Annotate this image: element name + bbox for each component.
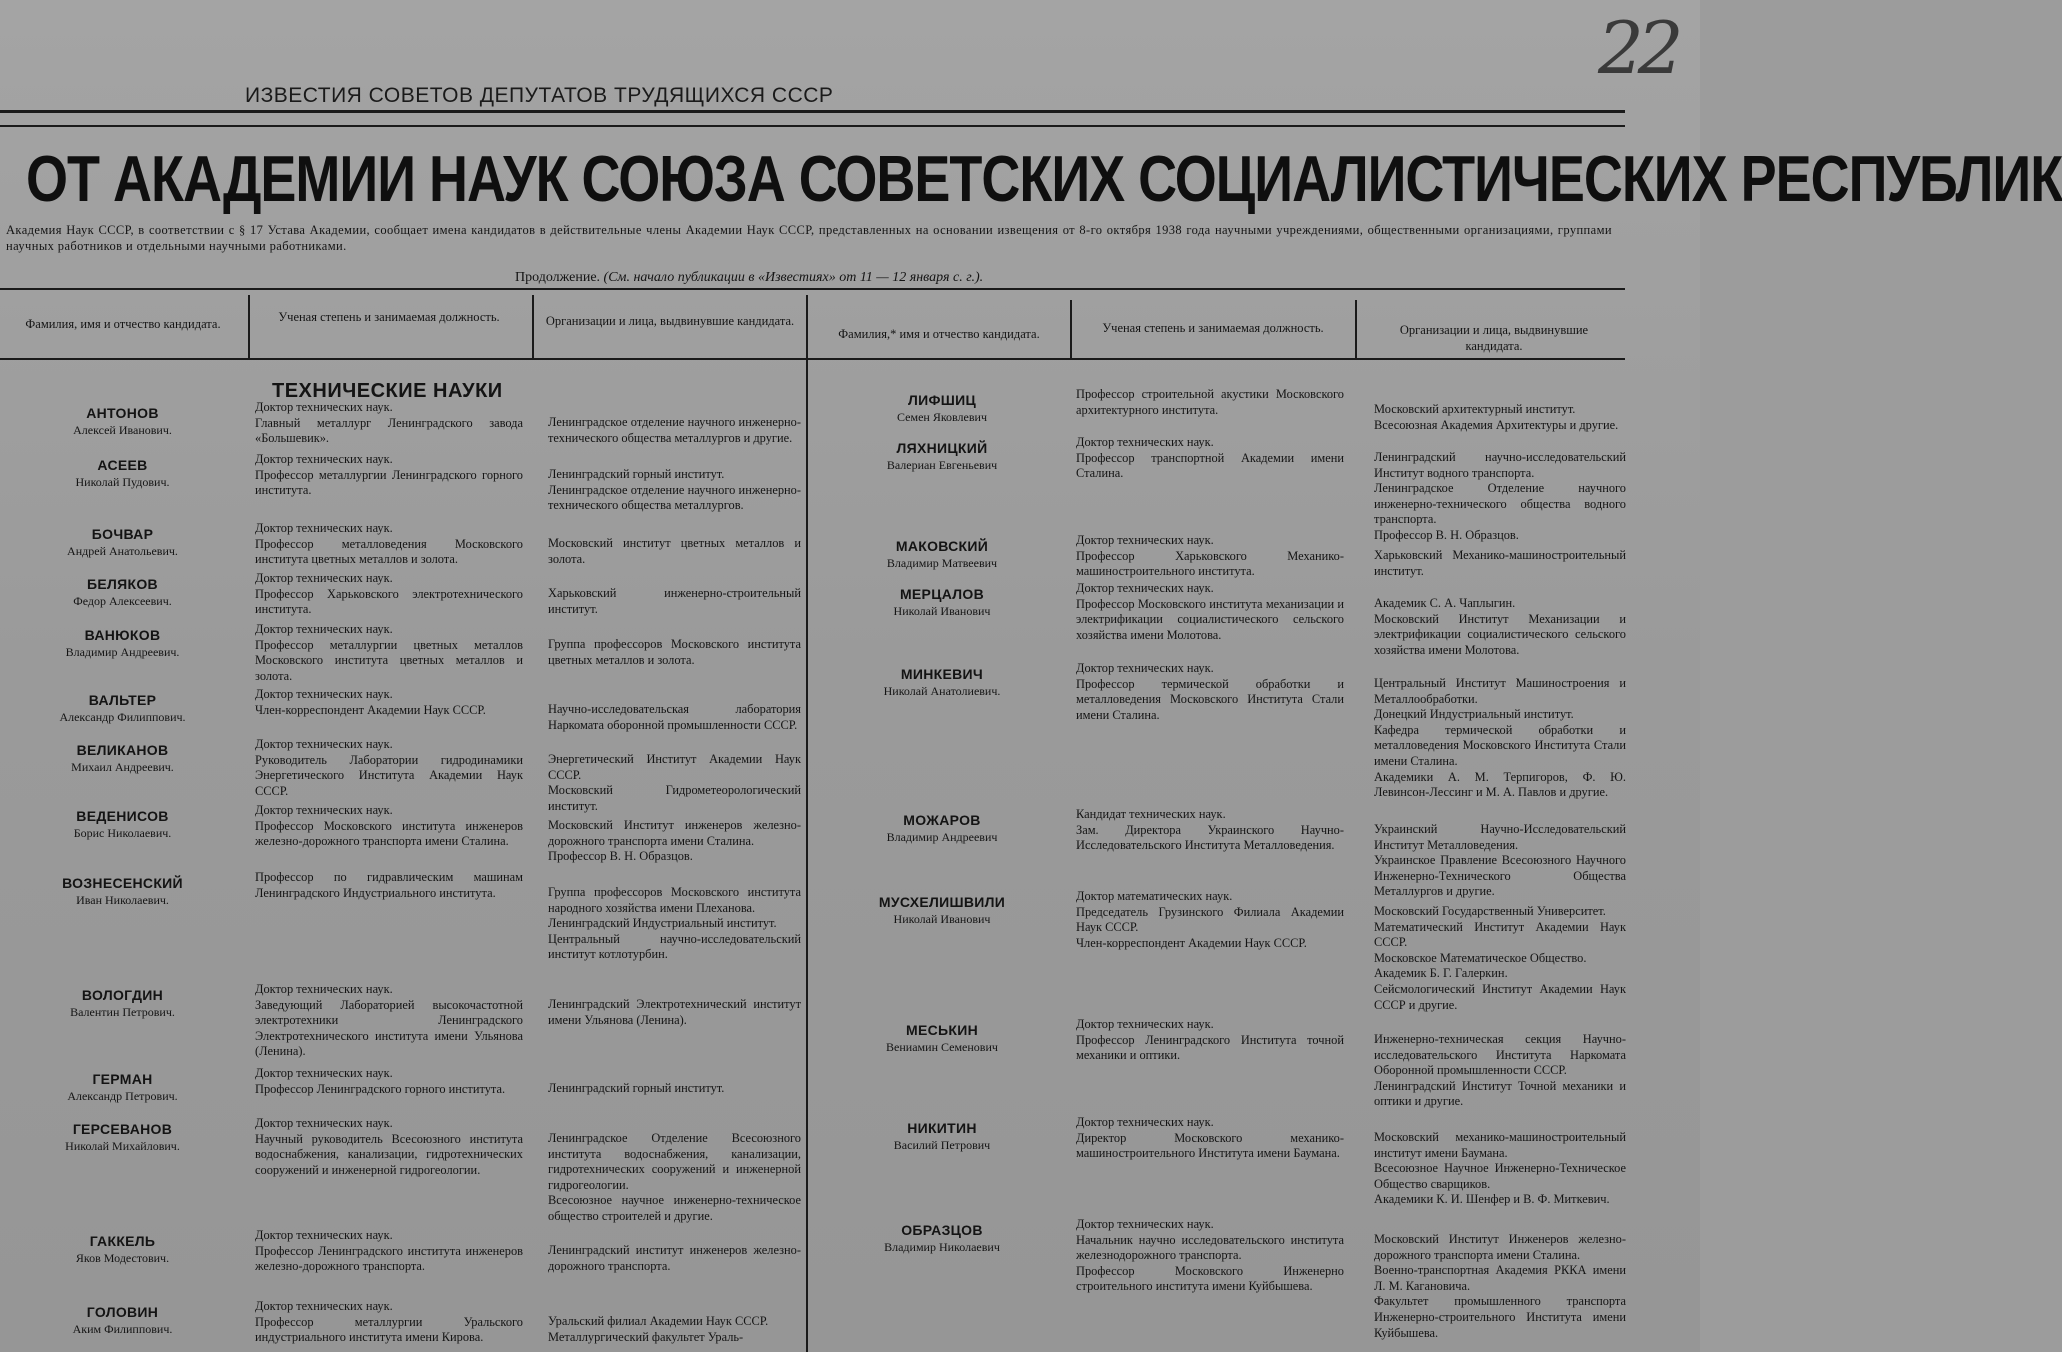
degree-line: Доктор технических наук. (255, 1116, 393, 1130)
degree-line: Профессор по гидравлическим машинам Ленинградского Индустриального института. (255, 870, 523, 900)
candidate-degree (255, 521, 523, 568)
nominator-line: Ленинградское Отделение научного инженерно-технического общества водного транспорта. (1374, 481, 1626, 527)
candidate-nominators (1374, 1032, 1626, 1110)
candidate-degree (1076, 533, 1344, 580)
candidate-nominators (548, 586, 801, 617)
candidate-name (0, 526, 245, 560)
candidate-nominators (1374, 596, 1626, 658)
candidate-surname: ВЕДЕНИСОВ (76, 808, 169, 824)
candidate-name (0, 808, 245, 842)
candidate-surname: МИНКЕВИЧ (900, 666, 984, 682)
degree-line: Главный металлург Ленинградского завода «Большевик». (255, 415, 523, 446)
candidate-given-names: Владимир Андреевич. (65, 645, 180, 659)
header-orgs: Организации и лица, выдвинувшие кандидата. (545, 314, 795, 328)
candidate-surname: МЕРЦАЛОВ (899, 586, 985, 602)
nominator-line: Группа профессоров Московского института цветных металлов и золота. (548, 637, 801, 667)
candidate-nominators (548, 467, 801, 514)
degree-line: Профессор Ленинградского института инженеров железно-дорожного транспорта. (255, 1243, 523, 1274)
degree-line: Доктор технических наук. (255, 521, 393, 535)
candidate-degree (1076, 581, 1344, 643)
candidate-surname: ОБРАЗЦОВ (901, 1222, 983, 1238)
degree-line: Доктор технических наук. (255, 1299, 393, 1313)
candidate-surname: ГАККЕЛЬ (89, 1233, 156, 1249)
candidate-nominators (548, 1314, 801, 1345)
candidate-name (0, 1304, 245, 1338)
nominator-line: Научно-исследовательская лаборатория Наркомата оборонной промышленности СССР. (548, 702, 801, 732)
candidate-given-names: Аким Филиппович. (72, 1322, 173, 1336)
degree-line: Заведующий Лабораторией высокочастотной электротехники Ленинградского Электротехнического института имени Ульянова (Ленина). (255, 997, 523, 1059)
candidate-degree (1076, 889, 1344, 951)
candidate-name (0, 576, 245, 610)
candidate-surname: ВАЛЬТЕР (88, 692, 157, 708)
nominator-line: Группа профессоров Московского института народного хозяйства имени Плеханова. (548, 885, 801, 915)
candidate-name (818, 894, 1066, 928)
candidate-surname: ГЕРМАН (92, 1071, 153, 1087)
candidate-name (818, 812, 1066, 846)
candidate-nominators (1374, 402, 1626, 433)
nominator-line: Ленинградский Индустриальный институт. (548, 916, 777, 931)
degree-line: Профессор Харьковского электротехнического института. (255, 586, 523, 617)
degree-line: Профессор металлургии Ленинградского горного института. (255, 467, 523, 498)
header-degree: Ученая степень и занимаемая должность. (278, 310, 500, 324)
candidate-surname: МЕСЬКИН (906, 1022, 978, 1038)
degree-line: Доктор технических наук. (1076, 1017, 1214, 1031)
candidate-surname: ЛИФШИЦ (908, 392, 976, 408)
candidate-degree (255, 687, 523, 718)
degree-line: Доктор технических наук. (1076, 581, 1214, 595)
degree-line: Член-корреспондент Академии Наук СССР. (255, 702, 486, 717)
candidate-degree (1076, 807, 1344, 854)
candidate-surname: МАКОВСКИЙ (895, 538, 989, 554)
degree-line: Кандидат технических наук. (1076, 807, 1226, 821)
nominator-line: Ленинградский горный институт. (548, 467, 725, 481)
nominator-line: Профессор В. Н. Образцов. (1374, 527, 1519, 542)
candidate-nominators (548, 818, 801, 865)
candidate-nominators (1374, 1130, 1626, 1208)
candidate-nominators (548, 885, 801, 963)
nominator-line: Ленинградский Институт Точной механики и оптики и другие. (1374, 1078, 1626, 1109)
candidate-given-names: Александр Филиппович. (59, 710, 186, 724)
candidate-given-names: Николай Михайлович. (65, 1139, 180, 1153)
candidate-surname: ГОЛОВИН (86, 1304, 159, 1320)
nominator-line: Всесоюзное Научное Инженерно-Техническое Общество сварщиков. (1374, 1161, 1626, 1191)
nominator-line: Центральный Институт Машиностроения и Металлообработки. (1374, 676, 1626, 706)
candidate-surname: ВОЛОГДИН (81, 987, 164, 1003)
candidate-given-names: Валериан Евгеньевич (886, 458, 998, 472)
degree-line: Доктор технических наук. (255, 400, 393, 414)
degree-line: Профессор Ленинградского горного института. (255, 1081, 506, 1096)
candidate-surname: ЛЯХНИЦКИЙ (896, 440, 988, 456)
candidate-name (0, 875, 245, 909)
nominator-line: Ленинградское Отделение Всесоюзного института водоснабжения, канализации, гидротехнических сооружений и инженерной гидрогеологии. (548, 1131, 801, 1192)
candidate-surname: МУСХЕЛИШВИЛИ (878, 894, 1006, 910)
candidate-degree (255, 1299, 523, 1346)
candidate-nominators (548, 637, 801, 668)
candidate-degree (255, 1228, 523, 1275)
candidate-surname: МОЖАРОВ (903, 812, 981, 828)
degree-line: Начальник научно исследовательского института железнодорожного транспорта. (1076, 1232, 1344, 1263)
right-divider-2 (1355, 300, 1357, 358)
nominator-line: Ленинградский Электротехнический институт имени Ульянова (Ленина). (548, 997, 801, 1027)
degree-line: Профессор термической обработки и металловедения Московского Института Стали имени Сталина. (1076, 676, 1344, 722)
nominator-line: Сейсмологический Институт Академии Наук СССР и другие. (1374, 981, 1626, 1012)
candidate-nominators (1374, 548, 1626, 579)
nominator-line: Московское Математическое Общество. (1374, 950, 1587, 965)
nominator-line: Инженерно-техническая секция Научно-исследовательского Института Наркомата Оборонной промышленности СССР. (1374, 1032, 1626, 1078)
candidate-name (0, 627, 245, 661)
candidate-name (0, 1233, 245, 1267)
degree-line: Доктор технических наук. (255, 687, 393, 701)
candidate-given-names: Валентин Петрович. (70, 1005, 175, 1019)
nominator-line: Ленинградский научно-исследовательский Институт водного транспорта. (1374, 450, 1626, 480)
degree-line: Профессор Московского Инженерно строительного института имени Куйбышева. (1076, 1263, 1344, 1294)
nominator-line: Московский Государственный Университет. (1374, 904, 1606, 918)
candidate-name (818, 666, 1066, 700)
nominator-line: Московский механико-машиностроительный институт имени Баумана. (1374, 1130, 1626, 1160)
candidate-nominators (548, 752, 801, 814)
degree-line: Профессор металлургии Уральского индустриального института имени Кирова. (255, 1314, 523, 1345)
candidate-degree (1076, 435, 1344, 482)
nominator-line: Московский институт цветных металлов и золота. (548, 536, 801, 566)
table-top-rule (0, 288, 1625, 290)
nominator-line: Украинский Научно-Исследовательский Институт Металловедения. (1374, 822, 1626, 852)
nominator-line: Академики А. М. Терпигоров, Ф. Ю. Левинсон-Лессинг и М. А. Павлов и другие. (1374, 769, 1626, 800)
nominator-line: Харьковский инженерно-строительный институт. (548, 586, 801, 616)
degree-line: Доктор технических наук. (255, 452, 393, 466)
candidate-nominators (548, 997, 801, 1028)
degree-line: Доктор технических наук. (255, 803, 393, 817)
candidate-given-names: Андрей Анатольевич. (67, 544, 178, 558)
nominator-line: Московский Институт инженеров железно-дорожного транспорта имени Сталина. (548, 818, 801, 848)
candidate-surname: БОЧВАР (91, 526, 154, 542)
degree-line: Профессор Харьковского Механико-машиностроительного института. (1076, 548, 1344, 579)
right-divider-1 (1070, 300, 1072, 358)
candidate-name (818, 1022, 1066, 1056)
candidate-surname: АНТОНОВ (86, 405, 159, 421)
nominator-line: Ленинградское отделение научного инженерно-технического общества металлургов и другие. (548, 415, 801, 445)
header-degree-right: Ученая степень и занимаемая должность. (1102, 321, 1324, 335)
candidate-name (0, 405, 245, 439)
nominator-line: Энергетический Институт Академии Наук СССР. (548, 752, 801, 782)
degree-line: Профессор строительной акустики Московского архитектурного института. (1076, 387, 1344, 417)
candidate-degree (1076, 387, 1344, 418)
degree-line: Профессор металловедения Московского института цветных металлов и золота. (255, 536, 523, 567)
candidate-nominators (548, 1081, 801, 1097)
degree-line: Доктор технических наук. (255, 1228, 393, 1242)
candidate-given-names: Владимир Николаевич (884, 1240, 1000, 1254)
nominator-line: Московский Институт Механизации и электрификации социалистического сельского хозяйства имени Молотова. (1374, 611, 1626, 657)
candidate-name (818, 586, 1066, 620)
nominator-line: Военно-транспортная Академия РККА имени Л. М. Кагановича. (1374, 1263, 1626, 1293)
nominator-line: Московский Гидрометеорологический институт. (548, 783, 801, 813)
degree-line: Профессор Московского института механизации и электрификации социалистического сельского хозяйства имени Молотова. (1076, 596, 1344, 642)
degree-line: Председатель Грузинского Филиала Академии Наук СССР. (1076, 904, 1344, 935)
candidate-nominators (548, 1131, 801, 1225)
candidate-given-names: Николай Иванович (893, 604, 991, 618)
candidate-given-names: Федор Алексеевич. (73, 594, 172, 608)
table-header-rule (0, 358, 1625, 360)
continued-text: (См. начало публикации в «Известиях» от 11 — 12 января с. г.). (603, 270, 984, 285)
degree-line: Доктор технических наук. (1076, 661, 1214, 675)
candidate-degree (1076, 1115, 1344, 1162)
header-name: Фамилия, имя и отчество кандидата. (25, 317, 221, 331)
candidate-nominators (548, 1243, 801, 1274)
degree-line: Профессор Ленинградского Института точной механики и оптики. (1076, 1032, 1344, 1063)
nominator-line: Ленинградское отделение научного инженерно-технического общества металлургов. (548, 482, 801, 513)
nominator-line: Ленинградский горный институт. (548, 1081, 725, 1095)
degree-line: Профессор металлургии цветных металлов Московского института цветных металлов и золота. (255, 637, 523, 683)
candidate-given-names: Иван Николаевич. (76, 893, 169, 907)
candidate-degree (255, 870, 523, 901)
candidate-surname: НИКИТИН (907, 1120, 977, 1136)
candidate-surname: ВЕЛИКАНОВ (76, 742, 169, 758)
candidate-degree (255, 803, 523, 850)
candidate-given-names: Вениамин Семенович (886, 1040, 998, 1054)
degree-line: Научный руководитель Всесоюзного института водоснабжения, канализации, гидротехнических сооружений и инженерной гидрогеологии. (255, 1131, 523, 1177)
candidate-nominators (548, 536, 801, 567)
nominator-line: Уральский филиал Академии Наук СССР. (548, 1314, 769, 1328)
continued-note (515, 270, 983, 286)
candidate-name (818, 440, 1066, 474)
candidate-name (0, 1121, 245, 1155)
nominator-line: Московский архитектурный институт. (1374, 402, 1576, 416)
degree-line: Руководитель Лаборатории гидродинамики Энергетического Института Академии Наук СССР. (255, 752, 523, 798)
nominator-line: Донецкий Индустриальный институт. (1374, 707, 1574, 722)
continued-label: Продолжение. (515, 270, 601, 285)
candidate-given-names: Александр Петрович. (67, 1089, 178, 1103)
candidate-degree (255, 571, 523, 618)
degree-line: Доктор математических наук. (1076, 889, 1233, 903)
nominator-line: Центральный научно-исследовательский институт котлотурбин. (548, 931, 801, 962)
nominator-line: Металлургический факультет Ураль- (548, 1329, 744, 1344)
nominator-line: Московский Институт Инженеров железно-дорожного транспорта имени Сталина. (1374, 1232, 1626, 1262)
candidate-degree (255, 737, 523, 799)
candidate-given-names: Семен Яковлевич (897, 410, 987, 424)
candidate-surname: АСЕЕВ (97, 457, 148, 473)
nominator-line: Украинское Правление Всесоюзного Научного Инженерно-Технического Общества Металлургов и другие. (1374, 853, 1626, 899)
handwritten-page-number: 22 (1598, 6, 1678, 90)
candidate-surname: ГЕРСЕВАНОВ (72, 1121, 173, 1137)
degree-line: Доктор технических наук. (1076, 1115, 1214, 1129)
nominator-line: Факультет промышленного транспорта Инженерно-строительного Института имени Куйбышева. (1374, 1294, 1626, 1340)
degree-line: Профессор Московского института инженеров железно-дорожного транспорта имени Сталина. (255, 818, 523, 849)
nominator-line: Всесоюзное научное инженерно-техническое общество строителей и другие. (548, 1193, 801, 1223)
nominator-line: Кафедра термической обработки и металловедения Московского Института Стали имени Сталина. (1374, 722, 1626, 768)
masthead: ИЗВЕСТИЯ СОВЕТОВ ДЕПУТАТОВ ТРУДЯЩИХСЯ СССР (245, 84, 834, 107)
degree-line: Доктор технических наук. (1076, 533, 1214, 547)
left-divider-1 (248, 295, 250, 358)
degree-line: Доктор технических наук. (255, 737, 393, 751)
degree-line: Доктор технических наук. (255, 982, 393, 996)
candidate-given-names: Михаил Андреевич. (71, 760, 174, 774)
section-title: ТЕХНИЧЕСКИЕ НАУКИ (272, 380, 503, 402)
candidate-degree (255, 622, 523, 684)
masthead-rule (0, 110, 1625, 113)
candidate-nominators (1374, 904, 1626, 1013)
nominator-line: Ленинградский институт инженеров железно-дорожного транспорта. (548, 1243, 801, 1273)
degree-line: Доктор технических наук. (1076, 1217, 1214, 1231)
degree-line: Доктор технических наук. (255, 1066, 393, 1080)
candidate-name (818, 1120, 1066, 1154)
candidate-name (0, 742, 245, 776)
candidate-degree (1076, 1217, 1344, 1295)
degree-line: Доктор технических наук. (1076, 435, 1214, 449)
candidate-given-names: Владимир Матвеевич (886, 556, 998, 570)
degree-line: Директор Московского механико-машиностроительного Института имени Баумана. (1076, 1130, 1344, 1161)
header-name-right: Фамилия,* имя и отчество кандидата. (838, 327, 1040, 341)
candidate-given-names: Борис Николаевич. (73, 826, 172, 840)
nominator-line: Математический Институт Академии Наук СССР. (1374, 919, 1626, 950)
degree-line: Доктор технических наук. (255, 622, 393, 636)
candidate-name (818, 538, 1066, 572)
nominator-line: Академик Б. Г. Галеркин. (1374, 966, 1508, 981)
candidate-degree (255, 452, 523, 499)
candidate-surname: ВАНЮКОВ (84, 627, 161, 643)
candidate-name (0, 987, 245, 1021)
candidate-given-names: Василий Петрович (893, 1138, 991, 1152)
candidate-name (0, 457, 245, 491)
candidate-nominators (1374, 450, 1626, 544)
candidate-nominators (1374, 676, 1626, 801)
candidate-nominators (1374, 822, 1626, 900)
degree-line: Профессор транспортной Академии имени Сталина. (1076, 450, 1344, 481)
candidate-name (0, 692, 245, 726)
candidate-degree (1076, 1017, 1344, 1064)
candidate-surname: БЕЛЯКОВ (87, 576, 158, 592)
candidate-degree (255, 1066, 523, 1097)
candidate-degree (1076, 661, 1344, 723)
nominator-line: Профессор В. Н. Образцов. (548, 849, 693, 864)
nominator-line: Харьковский Механико-машиностроительный институт. (1374, 548, 1626, 578)
candidate-degree (255, 400, 523, 447)
header-orgs-right: Организации и лица, выдвинувшие кандидата. (1399, 323, 1589, 353)
candidate-name (818, 392, 1066, 426)
candidate-degree (255, 982, 523, 1060)
candidate-nominators (548, 415, 801, 446)
candidate-name (0, 1071, 245, 1105)
degree-line: Зам. Директора Украинского Научно-Исследовательского Института Металловедения. (1076, 822, 1344, 853)
candidate-surname: ВОЗНЕСЕНСКИЙ (62, 875, 183, 891)
candidate-given-names: Алексей Иванович. (73, 423, 172, 437)
left-divider-2 (532, 295, 534, 358)
nominator-line: Всесоюзная Академия Архитектуры и другие. (1374, 417, 1619, 432)
nominator-line: Академики К. И. Шенфер и В. Ф. Миткевич. (1374, 1192, 1610, 1207)
candidate-given-names: Николай Анатолиевич. (883, 684, 1001, 698)
intro-paragraph: Академия Наук СССР, в соответствии с § 17 Устава Академии, сообщает имена кандидатов в действительные члены Академии Наук СССР, представленных на основании извещения от 8-го октября 1938 года научными учреждениями, общественными организациями, группами научных работников и отдельными научными работниками. (6, 223, 1612, 253)
degree-line: Член-корреспондент Академии Наук СССР. (1076, 935, 1307, 950)
candidate-nominators (1374, 1232, 1626, 1341)
candidate-degree (255, 1116, 523, 1178)
degree-line: Доктор технических наук. (255, 571, 393, 585)
candidate-name (818, 1222, 1066, 1256)
candidate-given-names: Николай Иванович (893, 912, 991, 926)
headline: ОТ АКАДЕМИИ НАУК СОЮЗА СОВЕТСКИХ СОЦИАЛИСТИЧЕСКИХ РЕСПУБЛИК (26, 143, 2062, 216)
masthead-rule-2 (0, 125, 1625, 127)
candidate-given-names: Яков Модестович. (75, 1251, 170, 1265)
candidate-given-names: Владимир Андреевич (886, 830, 998, 844)
candidate-nominators (548, 702, 801, 733)
center-divider (806, 295, 808, 1352)
candidate-given-names: Николай Пудович. (75, 475, 170, 489)
nominator-line: Академик С. А. Чаплыгин. (1374, 596, 1516, 610)
